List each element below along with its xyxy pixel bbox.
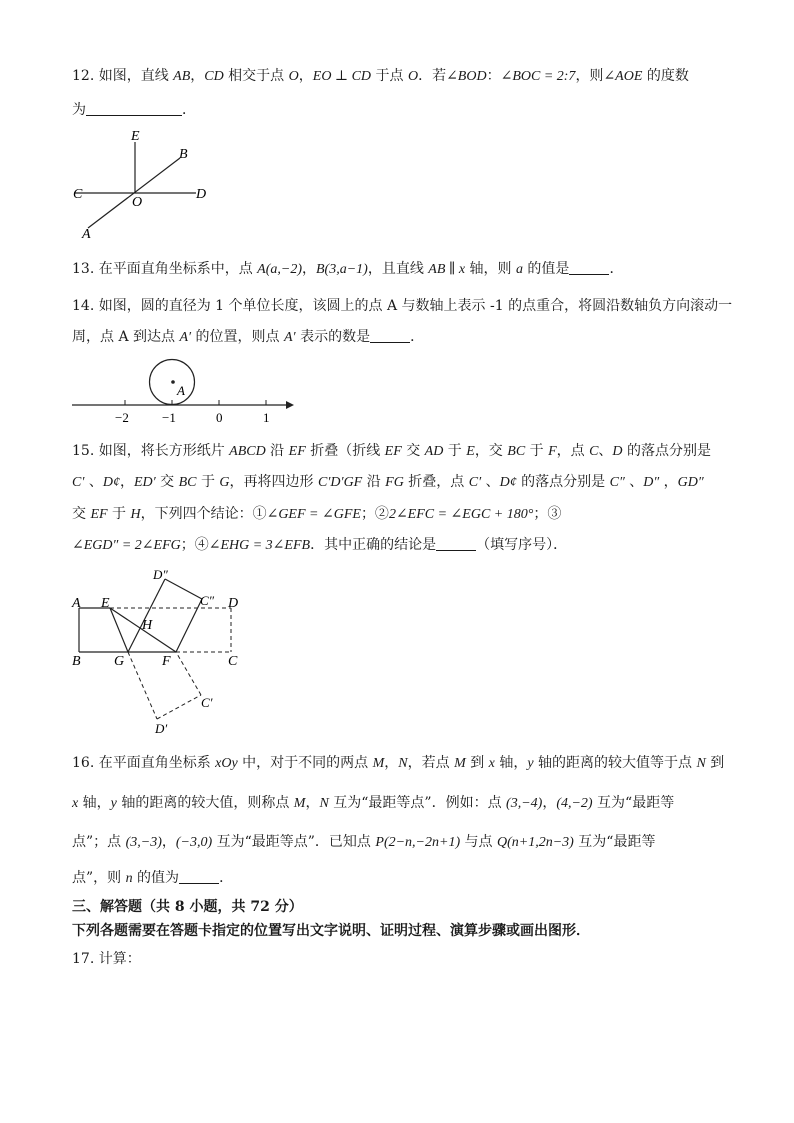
math-expression: EF xyxy=(288,444,306,459)
text-segment: ： xyxy=(486,68,501,84)
math-expression: F xyxy=(548,444,557,459)
q16-line1 xyxy=(72,753,725,774)
math-expression: EF xyxy=(384,444,402,459)
text-segment: 折叠，点 xyxy=(403,474,469,490)
math-expression: E xyxy=(466,444,475,459)
math-expression: N xyxy=(319,796,329,811)
text-segment: ， xyxy=(298,68,313,84)
label-point-a: A xyxy=(177,383,185,398)
text-segment: 到 xyxy=(465,755,489,771)
text-segment: 互为“最距等 xyxy=(592,795,675,811)
text-segment: ， xyxy=(302,261,316,277)
segment-c2f xyxy=(176,599,202,652)
answer-blank[interactable] xyxy=(370,328,410,343)
text-segment: ， xyxy=(305,795,320,811)
text-segment: 互为“最距等点”．已知点 xyxy=(212,834,376,850)
math-expression: C′D′GF xyxy=(318,475,363,490)
text-segment: ；③ xyxy=(533,506,562,522)
label-a: A xyxy=(72,596,81,611)
text-segment: 点”；点 xyxy=(72,834,126,850)
text-segment: 、 xyxy=(481,474,500,490)
axis-arrow-icon xyxy=(286,401,294,409)
q13-line1: 13. 在平面直角坐标系中，点 A(a,−2)，B(3,a−1)，且直线 AB ∥ x 轴，则 a 的值是 ． xyxy=(72,261,624,277)
math-expression: H xyxy=(130,507,141,522)
text-segment: 12. 如图，直线 xyxy=(72,68,174,84)
math-expression: D xyxy=(612,444,623,459)
label-o: O xyxy=(132,195,143,210)
math-expression: M xyxy=(454,756,466,771)
text-segment: 交 xyxy=(401,443,425,459)
math-expression: C′ xyxy=(72,475,85,490)
math-expression: CD xyxy=(204,69,224,84)
text-segment: 中，对于不同的两点 xyxy=(237,755,373,771)
math-expression: ∠AOE xyxy=(603,69,643,84)
math-expression: AB xyxy=(173,69,191,84)
math-expression: a xyxy=(515,262,523,277)
math-expression: N xyxy=(398,756,408,771)
text-segment: 于 xyxy=(196,474,220,490)
text-segment: 的落点分别是 xyxy=(622,443,711,459)
text-segment: 到 xyxy=(705,755,725,771)
text-segment: 的值为 xyxy=(132,870,180,886)
text-segment: 于 xyxy=(525,443,549,459)
segment-d1c1-dashed xyxy=(157,695,201,719)
math-expression: A′ xyxy=(179,330,192,345)
text-segment: ；② xyxy=(360,506,389,522)
label-c: C xyxy=(73,187,83,202)
math-expression: C xyxy=(589,444,599,459)
math-expression: y xyxy=(527,756,534,771)
tick-label-minus-2: −2 xyxy=(115,410,129,425)
math-expression: O xyxy=(288,69,299,84)
label-e: E xyxy=(101,596,110,611)
text-segment: 15. 如图，将长方形纸片 xyxy=(72,443,230,459)
text-segment: ， xyxy=(542,795,557,811)
segment-c1f-dashed xyxy=(176,652,201,695)
text-segment: ， xyxy=(190,68,205,84)
text-segment: ．其中正确的结论是 xyxy=(310,537,437,553)
text-segment: ，且直线 xyxy=(367,261,429,277)
text-segment: 13. 在平面直角坐标系中，点 xyxy=(72,261,258,277)
label-h: H xyxy=(142,618,153,633)
math-expression: G xyxy=(219,475,230,490)
segment-gd1-dashed xyxy=(128,652,157,719)
text-segment: ， xyxy=(119,474,134,490)
math-expression: EO ⊥ CD xyxy=(312,69,372,84)
text-segment: ，若点 xyxy=(407,755,455,771)
label-d-double-prime: D″ xyxy=(153,567,168,582)
label-e: E xyxy=(131,129,140,144)
text-segment: 轴的距离的较大值，则称点 xyxy=(116,795,294,811)
label-c: C xyxy=(228,654,238,669)
tick-label-1: 1 xyxy=(263,410,270,425)
math-expression: D″ xyxy=(643,475,660,490)
answer-blank[interactable] xyxy=(179,869,219,884)
text-segment: 周，点 A 到达点 xyxy=(72,329,180,345)
q15-line3 xyxy=(72,504,722,525)
q15-folding-figure xyxy=(60,566,260,740)
label-d: D xyxy=(228,596,239,611)
text-segment: 于 xyxy=(107,506,131,522)
q14-number-line-figure xyxy=(66,352,306,426)
answer-blank[interactable] xyxy=(86,101,182,116)
math-expression: ABCD xyxy=(229,444,266,459)
section-3-title: 三、解答题（共 8 小题，共 72 分） xyxy=(72,899,303,915)
text-segment: 轴的距离的较大值等于点 xyxy=(533,755,697,771)
math-expression: A′ xyxy=(284,330,296,345)
text-segment: 为 xyxy=(72,102,86,118)
q15-line4: ∠EGD″ = 2∠EFG；④∠EHG = 3∠EFB．其中正确的结论是 （填写序号）． xyxy=(72,537,568,553)
text-segment: 与点 xyxy=(460,834,498,850)
text-segment: 的值是 xyxy=(522,261,570,277)
math-expression: GD″ xyxy=(677,475,704,490)
q12-line1 xyxy=(72,66,722,87)
math-expression: C′ xyxy=(468,475,482,490)
math-expression: EF xyxy=(90,507,108,522)
text-segment: 、 xyxy=(84,474,103,490)
circle-center-dot xyxy=(171,380,175,384)
text-segment: 的位置，则点 xyxy=(191,329,284,345)
math-expression: Q(n+1,2n−3) xyxy=(497,835,574,850)
math-expression: D¢ xyxy=(102,475,120,490)
text-segment: ，交 xyxy=(474,443,508,459)
math-expression: x xyxy=(72,796,79,811)
math-expression: BC xyxy=(178,475,197,490)
math-expression: (4,−2) xyxy=(556,796,593,811)
text-segment: 折叠（折线 xyxy=(305,443,385,459)
text-segment: 交 xyxy=(155,474,179,490)
text-segment: ， xyxy=(384,755,399,771)
text-segment: ，再将四边形 xyxy=(229,474,318,490)
q12-figure xyxy=(60,124,220,240)
text-segment: 互为“最距等点”．例如：点 xyxy=(328,795,507,811)
math-expression: C″ xyxy=(609,475,625,490)
label-c-double-prime: C″ xyxy=(200,593,215,608)
math-expression: ∠GEF = ∠GFE xyxy=(266,507,361,522)
text-segment: 轴， xyxy=(78,795,111,811)
text-segment: ， xyxy=(659,474,678,490)
math-expression: xOy xyxy=(215,756,238,771)
text-segment: 的度数 xyxy=(642,68,689,84)
section-3-instruction: 下列各题需要在答题卡指定的位置写出文字说明、证明过程、演算步骤或画出图形． xyxy=(72,923,590,939)
tick-label-minus-1: −1 xyxy=(162,410,176,425)
answer-blank[interactable] xyxy=(436,536,476,551)
label-g: G xyxy=(114,654,125,669)
q15-line1 xyxy=(72,441,722,462)
text-segment: ；④ xyxy=(180,537,209,553)
label-c-prime: C′ xyxy=(201,695,213,710)
math-expression: N xyxy=(696,756,706,771)
text-segment: 交 xyxy=(72,506,91,522)
math-expression: x xyxy=(488,756,495,771)
math-expression: P(2−n,−2n+1) xyxy=(375,835,461,850)
segment-d2c2 xyxy=(165,579,202,599)
q16-line4: 点”，则 n 的值为 ． xyxy=(72,870,234,886)
text-segment: ，下列四个结论：① xyxy=(140,506,267,522)
q14-line1 xyxy=(72,296,733,316)
math-expression: FG xyxy=(385,475,404,490)
text-segment: 互为“最距等 xyxy=(573,834,656,850)
answer-blank[interactable] xyxy=(569,260,609,275)
math-expression: O xyxy=(407,69,419,84)
label-a: A xyxy=(82,227,91,240)
math-expression: A(a,−2) xyxy=(257,262,302,277)
text-segment: 轴，则 xyxy=(465,261,516,277)
text-segment: ．若 xyxy=(418,68,447,84)
text-segment: ， xyxy=(161,834,176,850)
q15-line2 xyxy=(72,472,722,493)
math-expression: ∠BOD xyxy=(446,69,487,84)
text-segment: ，则 xyxy=(575,68,604,84)
math-expression: AB ∥ x xyxy=(428,262,466,277)
math-expression: ∠EHG = 3∠EFB xyxy=(208,538,311,553)
math-expression: n xyxy=(125,871,133,886)
q14-line2: 周，点 A 到达点 A′ 的位置，则点 A′ 表示的数是 ． xyxy=(72,329,425,345)
text-segment: 16. 在平面直角坐标系 xyxy=(72,755,216,771)
text-segment: 、 xyxy=(598,443,613,459)
math-expression: M xyxy=(293,796,306,811)
q16-line3 xyxy=(72,832,722,853)
text-segment: 的落点分别是 xyxy=(516,474,610,490)
math-expression: y xyxy=(110,796,117,811)
text-segment: ，点 xyxy=(556,443,590,459)
q17-label: 17. 计算： xyxy=(72,951,141,967)
text-segment: 沿 xyxy=(265,443,289,459)
text-segment: 14. 如图，圆的直径为 1 个单位长度，该圆上的点 A 与数轴上表示 -1 的点重合，将圆沿数轴负方向滚动一 xyxy=(72,298,733,314)
math-expression: (−3,0) xyxy=(175,835,213,850)
text-segment: 表示的数是 xyxy=(295,329,371,345)
label-f: F xyxy=(162,654,171,669)
math-expression: ED′ xyxy=(133,475,156,490)
math-expression: BC xyxy=(507,444,526,459)
label-d: D xyxy=(196,187,207,202)
q12-line2: 为 ． xyxy=(72,102,196,118)
math-expression: ∠EGD″ = 2∠EFG xyxy=(72,538,181,553)
text-segment: 相交于点 xyxy=(223,68,289,84)
math-expression: ∠BOC = 2:7 xyxy=(500,69,576,84)
math-expression: D¢ xyxy=(499,475,517,490)
text-segment: 于 xyxy=(443,443,467,459)
text-segment: 点”，则 xyxy=(72,870,126,886)
tick-label-0: 0 xyxy=(216,410,223,425)
q16-line2 xyxy=(72,793,722,814)
math-expression: 2∠EFC = ∠EGC + 180° xyxy=(388,507,534,522)
text-segment: 、 xyxy=(624,474,644,490)
math-expression: AD xyxy=(424,444,444,459)
text-segment: 轴， xyxy=(494,755,528,771)
label-b: B xyxy=(72,654,81,669)
text-segment: 沿 xyxy=(362,474,386,490)
label-b: B xyxy=(179,147,188,162)
math-expression: (3,−3) xyxy=(125,835,162,850)
math-expression: B(3,a−1) xyxy=(316,262,368,277)
math-expression: (3,−4) xyxy=(506,796,543,811)
math-expression: M xyxy=(372,756,385,771)
text-segment: 于点 xyxy=(371,68,408,84)
label-d-prime: D′ xyxy=(155,721,168,736)
